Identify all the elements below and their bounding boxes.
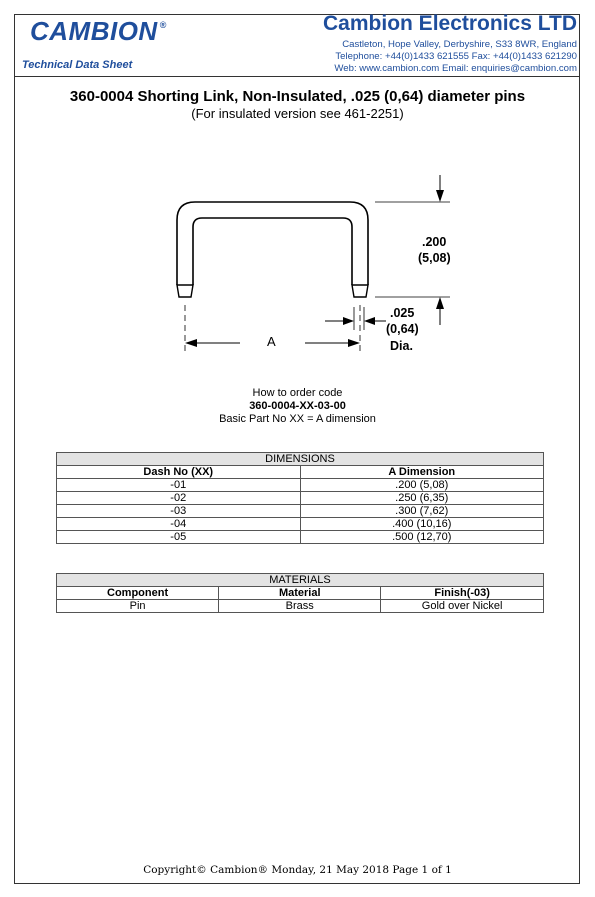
- shorting-link-drawing: [150, 165, 470, 365]
- a-dimension-cell: .400 (10,16): [300, 518, 544, 531]
- component-cell: Pin: [57, 600, 219, 613]
- company-phone-fax: Telephone: +44(0)1433 621555 Fax: +44(0)1433 621290: [335, 51, 577, 62]
- height-arrow-bottom: [436, 297, 444, 309]
- left-pin-tip: [177, 285, 193, 297]
- materials-caption-row: [57, 574, 544, 587]
- dimensions-header-dash: Dash No (XX): [57, 466, 301, 479]
- order-heading: How to order code: [252, 387, 343, 399]
- logo-text: CAMBION: [30, 16, 158, 46]
- a-dimension-cell: .250 (6,35): [300, 492, 544, 505]
- doc-type-label: Technical Data Sheet: [22, 59, 133, 71]
- order-code: 360-0004-XX-03-00: [249, 400, 346, 412]
- company-name: Cambion Electronics LTD: [323, 12, 577, 35]
- dash-no-cell: -02: [57, 492, 301, 505]
- logo-registered-mark: ®: [159, 20, 167, 30]
- page-border: [14, 14, 580, 884]
- table-row: [57, 505, 544, 518]
- dia-dim-inch: .025: [390, 306, 415, 320]
- dimensions-caption-row: [57, 453, 544, 466]
- a-dim-label: A: [267, 334, 276, 349]
- materials-header-component: Component: [57, 587, 219, 600]
- table-row: [57, 479, 544, 492]
- height-dim-inch: .200: [422, 235, 447, 249]
- link-inner-outline: [193, 218, 352, 285]
- a-dimension-cell: .200 (5,08): [300, 479, 544, 492]
- table-row: [57, 518, 544, 531]
- page-footer: Copyright© Cambion® Monday, 21 May 2018 Page 1 of 1: [143, 864, 452, 876]
- height-arrow-top: [436, 190, 444, 202]
- order-note: Basic Part No XX = A dimension: [219, 413, 376, 425]
- dash-no-cell: -04: [57, 518, 301, 531]
- drawing-svg: [150, 165, 470, 365]
- cambion-logo: [30, 16, 167, 47]
- dia-dim-mm: (0,64): [386, 322, 419, 336]
- materials-caption: MATERIALS: [57, 574, 544, 587]
- finish-cell: Gold over Nickel: [381, 600, 544, 613]
- a-arrow-left: [185, 339, 197, 347]
- dia-dim-label: Dia.: [390, 339, 413, 353]
- dia-arrow-left: [343, 317, 354, 325]
- table-row: [57, 600, 544, 613]
- table-row: [57, 531, 544, 544]
- company-address: Castleton, Hope Valley, Derbyshire, S33 8WR, England: [342, 39, 577, 50]
- company-web-email: Web: www.cambion.com Email: enquiries@cambion.com: [334, 63, 577, 74]
- materials-header-finish: Finish(-03): [381, 587, 544, 600]
- materials-header-material: Material: [219, 587, 381, 600]
- dash-no-cell: -01: [57, 479, 301, 492]
- dimensions-caption: DIMENSIONS: [57, 453, 544, 466]
- table-row: [57, 492, 544, 505]
- materials-header-row: [57, 587, 544, 600]
- a-dimension-cell: .500 (12,70): [300, 531, 544, 544]
- material-cell: Brass: [219, 600, 381, 613]
- dimensions-header-row: [57, 466, 544, 479]
- materials-table: [56, 573, 544, 613]
- a-dimension-cell: .300 (7,62): [300, 505, 544, 518]
- dia-arrow-right: [364, 317, 375, 325]
- a-arrow-right: [348, 339, 360, 347]
- page-title: 360-0004 Shorting Link, Non-Insulated, .025 (0,64) diameter pins: [69, 88, 526, 105]
- header-divider: [14, 76, 580, 77]
- height-dim-mm: (5,08): [418, 251, 451, 265]
- right-pin-tip: [352, 285, 368, 297]
- dimensions-header-a: A Dimension: [300, 466, 544, 479]
- page-subtitle: (For insulated version see 461-2251): [191, 106, 404, 121]
- dash-no-cell: -03: [57, 505, 301, 518]
- dash-no-cell: -05: [57, 531, 301, 544]
- dimensions-table: [56, 452, 544, 544]
- link-outer-outline: [177, 202, 368, 285]
